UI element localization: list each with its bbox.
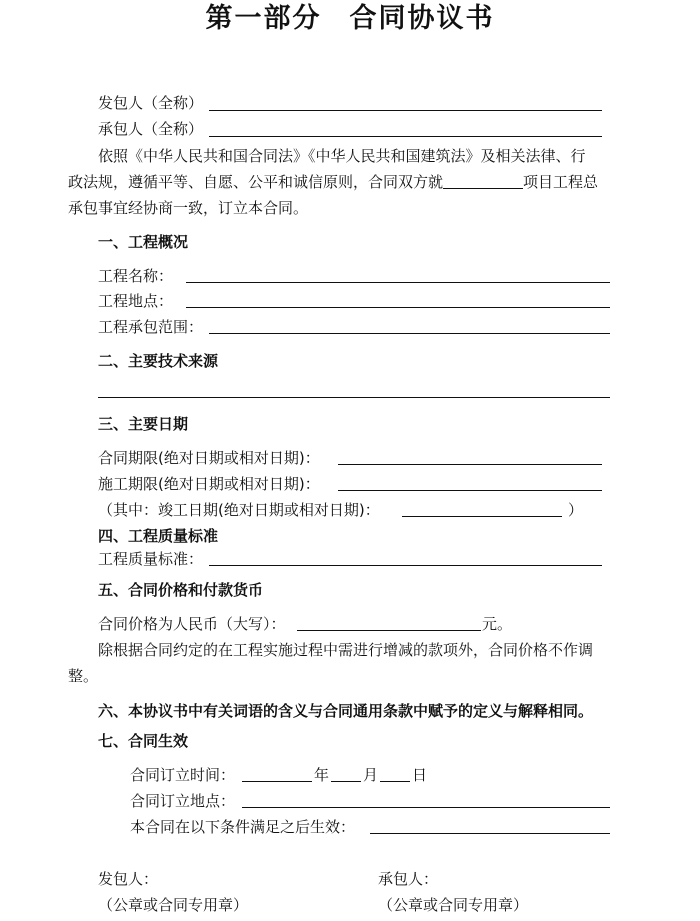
signing-time-label: 合同订立时间：: [130, 766, 236, 784]
project-name-label: 工程名称：: [98, 267, 174, 285]
section-7-heading: 七、合同生效: [98, 732, 189, 750]
document-title: [0, 2, 700, 36]
section-4-heading: 四、工程质量标准: [98, 527, 219, 545]
contractee-seal-note: （公章或合同专用章）: [378, 896, 529, 914]
price-label: 合同价格为人民币（大写）：: [98, 615, 286, 633]
contractee-label: 承包人（全称）: [98, 120, 204, 138]
intro-paragraph-line-2: [68, 172, 598, 192]
intro-paragraph-line-2-b: 项目工程总: [523, 173, 599, 191]
completion-date-input-line[interactable]: [402, 516, 562, 517]
project-location-input-line[interactable]: [186, 307, 610, 308]
price-unit: 元。: [482, 615, 513, 633]
month-label: 月: [363, 766, 379, 784]
section-5-heading: 五、合同价格和付款货币: [98, 581, 264, 599]
price-note-line-2: 整。: [68, 667, 99, 685]
quality-standard-input-line[interactable]: [209, 565, 602, 566]
section-3-heading: 三、主要日期: [98, 415, 189, 433]
day-label: 日: [412, 766, 428, 784]
signing-place-input-line[interactable]: [242, 807, 610, 808]
price-input-line[interactable]: [297, 630, 481, 631]
construction-period-input-line[interactable]: [338, 490, 602, 491]
project-location-label: 工程地点：: [98, 292, 174, 310]
technology-source-input-line[interactable]: [98, 397, 610, 398]
section-2-heading: 二、主要技术来源: [98, 352, 219, 370]
contractor-name-field[interactable]: [209, 110, 602, 111]
signing-year-input-line[interactable]: [242, 781, 312, 782]
completion-date-close: ）: [568, 501, 584, 519]
signing-place-label: 合同订立地点：: [130, 792, 236, 810]
contractee-signature-label: 承包人：: [378, 870, 439, 888]
project-scope-input-line[interactable]: [209, 333, 610, 334]
contract-period-input-line[interactable]: [338, 464, 602, 465]
section-6-heading: 六、本协议书中有关词语的含义与合同通用条款中赋予的定义与解释相同。: [98, 702, 594, 720]
signing-day-input-line[interactable]: [380, 781, 410, 782]
contractee-name-field[interactable]: [209, 136, 602, 137]
title-name: 合同协议书: [349, 3, 495, 34]
intro-paragraph-line-1: 依照《中华人民共和国合同法》《中华人民共和国建筑法》及相关法律、行: [98, 147, 586, 165]
intro-paragraph-line-2-a: 政法规，遵循平等、自愿、公平和诚信原则，合同双方就: [68, 173, 444, 191]
year-label: 年: [314, 766, 330, 784]
signing-month-input-line[interactable]: [331, 781, 361, 782]
project-name-input-line[interactable]: [186, 282, 610, 283]
price-note-line-1: 除根据合同约定的在工程实施过程中需进行增减的款项外，合同价格不作调: [98, 641, 594, 659]
title-part: 第一部分: [205, 3, 322, 34]
intro-paragraph-line-3: 承包事宜经协商一致，订立本合同。: [68, 199, 309, 217]
effective-condition-input-line[interactable]: [370, 833, 610, 834]
contractor-signature-label: 发包人：: [98, 870, 159, 888]
project-name-field[interactable]: [443, 172, 523, 189]
quality-standard-label: 工程质量标准：: [98, 550, 204, 568]
contractor-label: 发包人（全称）: [98, 94, 204, 112]
construction-period-label: 施工期限(绝对日期或相对日期)：: [98, 475, 320, 493]
section-1-heading: 一、工程概况: [98, 233, 189, 251]
project-scope-label: 工程承包范围：: [98, 318, 204, 336]
contractor-seal-note: （公章或合同专用章）: [98, 896, 249, 914]
contract-period-label: 合同期限(绝对日期或相对日期)：: [98, 449, 320, 467]
effective-condition-label: 本合同在以下条件满足之后生效：: [130, 818, 356, 836]
completion-date-label: （其中：竣工日期(绝对日期或相对日期)：: [98, 501, 380, 519]
